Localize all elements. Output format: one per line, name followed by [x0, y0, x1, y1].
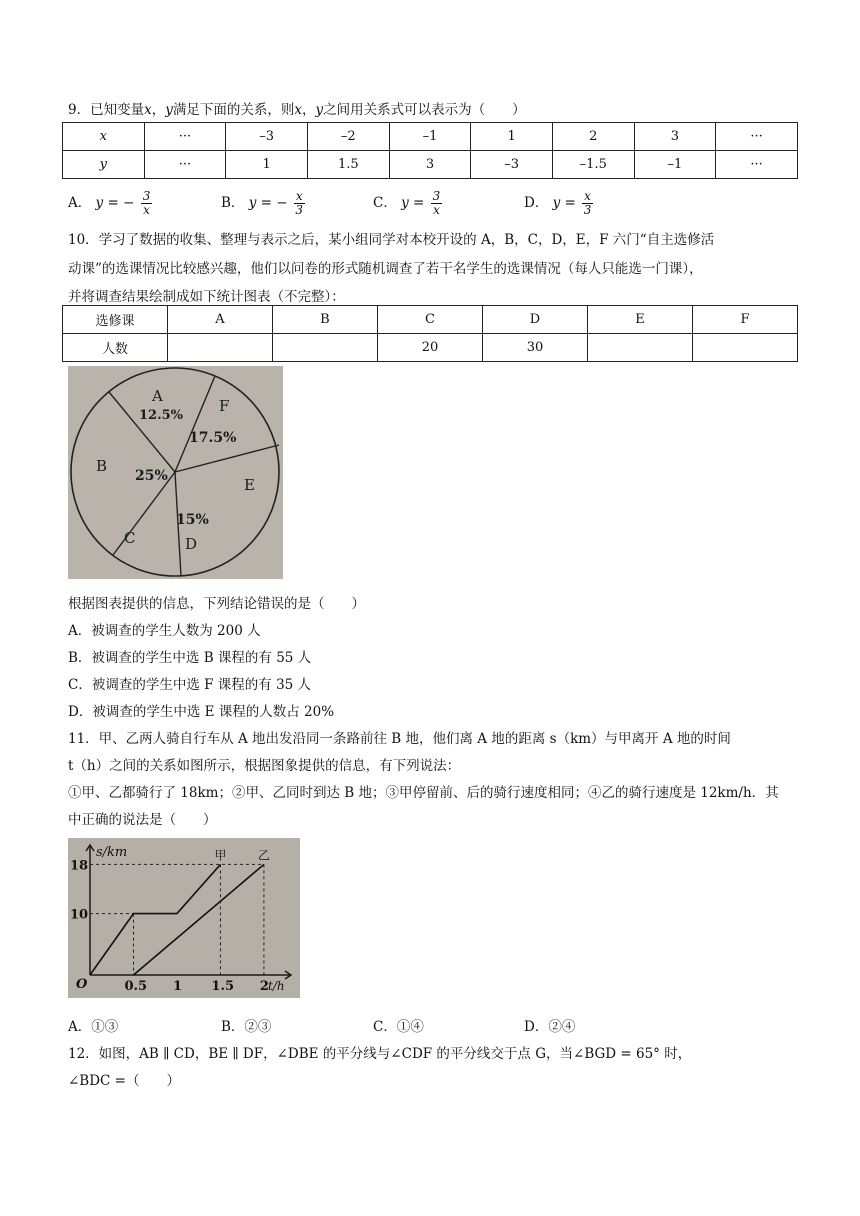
q10-header-row	[63, 306, 798, 334]
pie-chart	[68, 366, 283, 579]
q9-table	[62, 122, 798, 179]
cell	[272, 334, 377, 362]
q10-count-row	[63, 334, 798, 362]
pie-label-c: C	[124, 529, 136, 547]
pie-pct-d: 15%	[176, 512, 209, 528]
q10-stem-2: 动课”的选课情况比较感兴趣，他们以问卷的形式随机调查了若干名学生的选课情况（每人只能选一门课），	[68, 261, 703, 277]
option-lhs: y = −	[248, 195, 288, 211]
q12-stem-1: 12．如图，AB ∥ CD，BE ∥ DF，∠DBE 的平分线与∠CDF 的平分线交于点 G，当∠BGD = 65° 时，	[68, 1046, 692, 1062]
option-label: A．	[68, 195, 92, 211]
option-lhs: y =	[401, 195, 425, 211]
cell	[168, 334, 273, 362]
cell: D	[482, 306, 587, 334]
divider-b-a	[109, 392, 175, 472]
q9-var-x2: x	[294, 102, 302, 118]
denominator: x	[143, 203, 150, 217]
q10-table	[62, 305, 798, 362]
divider-f-e	[175, 445, 279, 472]
q9-option-c	[373, 190, 444, 217]
q9-var-y: y	[165, 102, 173, 118]
cell: B	[272, 306, 377, 334]
pie-pct-b: 25%	[135, 468, 168, 484]
x-tick-label: 0.5	[124, 979, 148, 994]
q11-option-b: B．②③	[221, 1019, 272, 1035]
x-tick-label: 2	[259, 979, 269, 994]
divider-d-c	[113, 472, 175, 555]
q9-option-b	[221, 190, 307, 217]
cell: y	[63, 151, 145, 179]
q9-comma: ，	[151, 102, 166, 118]
cell: –2	[307, 123, 389, 151]
pie-label-d: D	[185, 535, 198, 553]
q9-var-x: x	[144, 102, 152, 118]
cell: 1	[471, 123, 553, 151]
q9-row-y	[63, 151, 798, 179]
q10-option-b: B．被调查的学生中选 B 课程的有 55 人	[68, 650, 312, 666]
cell: ···	[144, 151, 226, 179]
fraction	[582, 190, 593, 217]
cell: 30	[482, 334, 587, 362]
cell: 人数	[63, 334, 168, 362]
cell: E	[588, 306, 693, 334]
q9-option-a	[68, 190, 154, 217]
q11-stem-4: 中正确的说法是（ ）	[68, 812, 217, 828]
cell: –1.5	[552, 151, 634, 179]
option-lhs: y = −	[95, 195, 135, 211]
pie-label-e: E	[244, 476, 255, 494]
cell: 2	[552, 123, 634, 151]
q11-option-a: A．①③	[68, 1019, 119, 1035]
cell: A	[168, 306, 273, 334]
cell: ···	[144, 123, 226, 151]
divider-a-f	[175, 376, 215, 472]
q9-comma2: ，	[301, 102, 316, 118]
cell: 3	[389, 151, 471, 179]
origin-label: O	[76, 977, 88, 992]
x-axis-label: t/h	[268, 979, 285, 993]
denominator: x	[433, 203, 440, 217]
cell: ···	[716, 123, 798, 151]
option-label: C．	[373, 195, 397, 211]
denominator: 3	[583, 203, 592, 217]
pie-chart-photo	[68, 366, 283, 579]
pie-label-a: A	[152, 387, 163, 405]
q12-stem-2: ∠BDC =（ ）	[68, 1073, 180, 1089]
y-tick-label: 10	[70, 907, 89, 923]
cell: –3	[471, 151, 553, 179]
q11-option-c: C．①④	[373, 1019, 424, 1035]
cell: 1	[226, 151, 308, 179]
q9-var-y2: y	[315, 102, 324, 118]
cell: 选修课	[63, 306, 168, 334]
q9-stem-suffix: 之间用关系式可以表示为（ ）	[323, 102, 526, 118]
cell: ···	[716, 151, 798, 179]
option-label: D．	[524, 195, 549, 211]
numerator: x	[295, 189, 303, 203]
q10-question: 根据图表提供的信息，下列结论错误的是（ ）	[68, 596, 365, 612]
pie-label-b: B	[96, 457, 108, 475]
cell	[693, 334, 798, 362]
q10-option-c: C．被调查的学生中选 F 课程的有 35 人	[68, 677, 312, 693]
y-tick-label: 18	[70, 858, 89, 874]
cell: –1	[389, 123, 471, 151]
numerator: x	[584, 189, 591, 203]
x-tick-label: 1.5	[211, 979, 235, 994]
cell	[588, 334, 693, 362]
cell: 20	[377, 334, 482, 362]
pie-pct-f: 17.5%	[189, 430, 237, 446]
y-axis-label: s/km	[96, 845, 128, 860]
option-label: B．	[221, 195, 245, 211]
distance-time-chart	[68, 838, 300, 998]
distance-time-graph-photo	[68, 838, 300, 998]
series-name-label: 乙	[257, 848, 270, 863]
q10-option-d: D．被调查的学生中选 E 课程的人数占 20%	[68, 704, 335, 720]
cell: F	[693, 306, 798, 334]
q11-stem-2: t（h）之间的关系如图所示，根据图象提供的信息，有下列说法：	[68, 758, 461, 774]
q9-option-d	[524, 190, 595, 217]
q11-stem-1: 11．甲、乙两人骑自行车从 A 地出发沿同一条路前往 B 地，他们离 A 地的距离 s（km）与甲离开 A 地的时间	[68, 731, 731, 747]
q10-option-a: A．被调查的学生人数为 200 人	[68, 623, 261, 639]
q9-stem-mid: 满足下面的关系，则	[172, 102, 295, 118]
x-tick-label: 1	[172, 979, 183, 994]
q9-row-x	[63, 123, 798, 151]
denominator: 3	[295, 203, 304, 217]
numerator: 3	[142, 189, 151, 203]
q10-stem-3: 并将调查结果绘制成如下统计图表（不完整）：	[68, 289, 345, 305]
pie-pct-a: 12.5%	[139, 408, 184, 423]
cell: C	[377, 306, 482, 334]
fraction	[141, 190, 153, 217]
option-lhs: y =	[552, 195, 576, 211]
pie-label-f: F	[219, 397, 230, 415]
cell: –1	[634, 151, 716, 179]
cell: 3	[634, 123, 716, 151]
cell: –3	[226, 123, 308, 151]
q9-stem-prefix: 9．已知变量	[68, 102, 145, 118]
fraction	[294, 190, 305, 217]
series-line-1	[90, 864, 220, 975]
fraction	[431, 190, 443, 217]
numerator: 3	[432, 189, 441, 203]
cell: x	[63, 123, 145, 151]
q10-stem-1: 10．学习了数据的收集、整理与表示之后，某小组同学对本校开设的 A，B，C，D，E，F 六门“自主选修活	[68, 232, 715, 248]
series-name-label: 甲	[214, 848, 227, 863]
cell: 1.5	[307, 151, 389, 179]
q11-option-d: D．②④	[524, 1019, 576, 1035]
q9-stem	[68, 98, 526, 118]
q11-stem-3: ①甲、乙都骑行了 18km；②甲、乙同时到达 B 地；③甲停留前、后的骑行速度相同；④乙的骑行速度是 12km/h．其	[68, 785, 779, 801]
series-line-2	[133, 864, 263, 975]
